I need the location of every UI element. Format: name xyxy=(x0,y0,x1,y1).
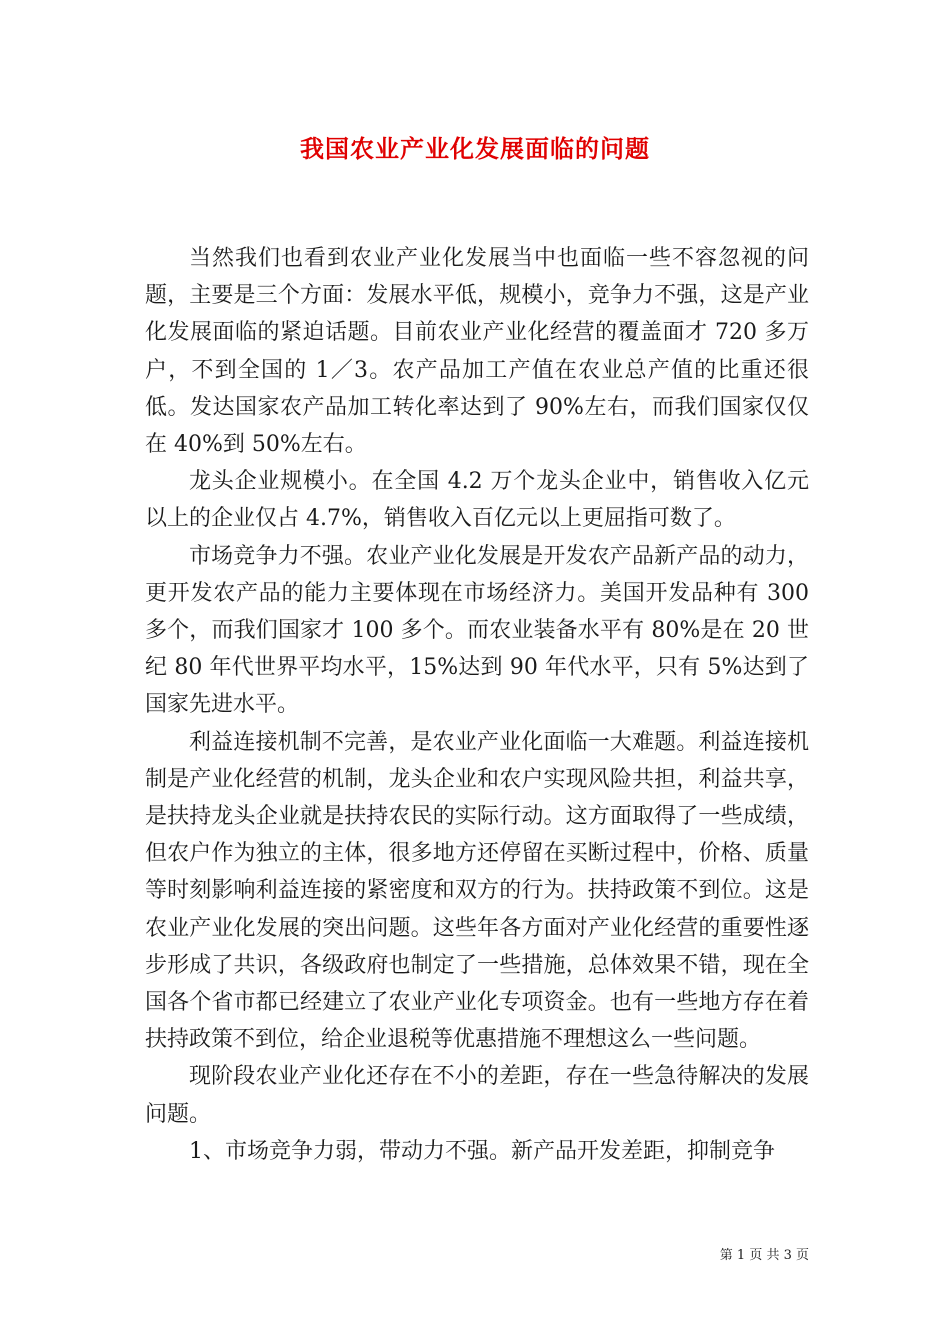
page-footer: 第 1 页 共 3 页 xyxy=(719,1248,809,1263)
paragraph: 龙头企业规模小。在全国 4.2 万个龙头企业中，销售收入亿元以上的企业仅占 4.7%，销售收入百亿元以上更屈指可数了。 xyxy=(145,469,809,532)
paragraph: 利益连接机制不完善，是农业产业化面临一大难题。利益连接机制是产业化经营的机制，龙头企业和农户实现风险共担，利益共享，是扶持龙头企业就是扶持农民的实际行动。这方面取得了一些成绩，但农户作为独立的主体，很多地方还停留在买断过程中，价格、质量等时刻影响利益连接的紧密度和双方的行为。扶持政策不到位。这是农业产业化发展的突出问题。这些年各方面对产业化经营的重要性逐步形成了共识，各级政府也制定了一些措施，总体效果不错，现在全国各个省市都已经建立了农业产业化专项资金。也有一些地方存在着扶持政策不到位，给企业退税等优惠措施不理想这么一些问题。 xyxy=(145,729,809,1053)
paragraph: 当然我们也看到农业产业化发展当中也面临一些不容忽视的问题，主要是三个方面：发展水平低，规模小，竞争力不强，这是产业化发展面临的紧迫话题。目前农业产业化经营的覆盖面才 720 多万户，不到全国的 1／3。农产品加工产值在农业总产值的比重还很低。发达国家农产品加工转化率达到了 90%左右，而我们国家仅仅在 40%到 50%左右。 xyxy=(145,246,809,458)
paragraph: 现阶段农业产业化还存在不小的差距，存在一些急待解决的发展问题。 xyxy=(145,1064,809,1127)
document-title: 我国农业产业化发展面临的问题 xyxy=(300,134,650,163)
paragraph: 市场竞争力不强。农业产业化发展是开发农产品新产品的动力，更开发农产品的能力主要体现在市场经济力。美国开发品种有 300 多个，而我们国家才 100 多个。而农业装备水平有 80%是在 20 世纪 80 年代世界平均水平，15%达到 90 年代水平，只有 5%达到了国家先进水平。 xyxy=(145,543,809,718)
document-body xyxy=(145,240,809,1170)
paragraph: 1、市场竞争力弱，带动力不强。新产品开发差距，抑制竞争 xyxy=(189,1138,775,1164)
